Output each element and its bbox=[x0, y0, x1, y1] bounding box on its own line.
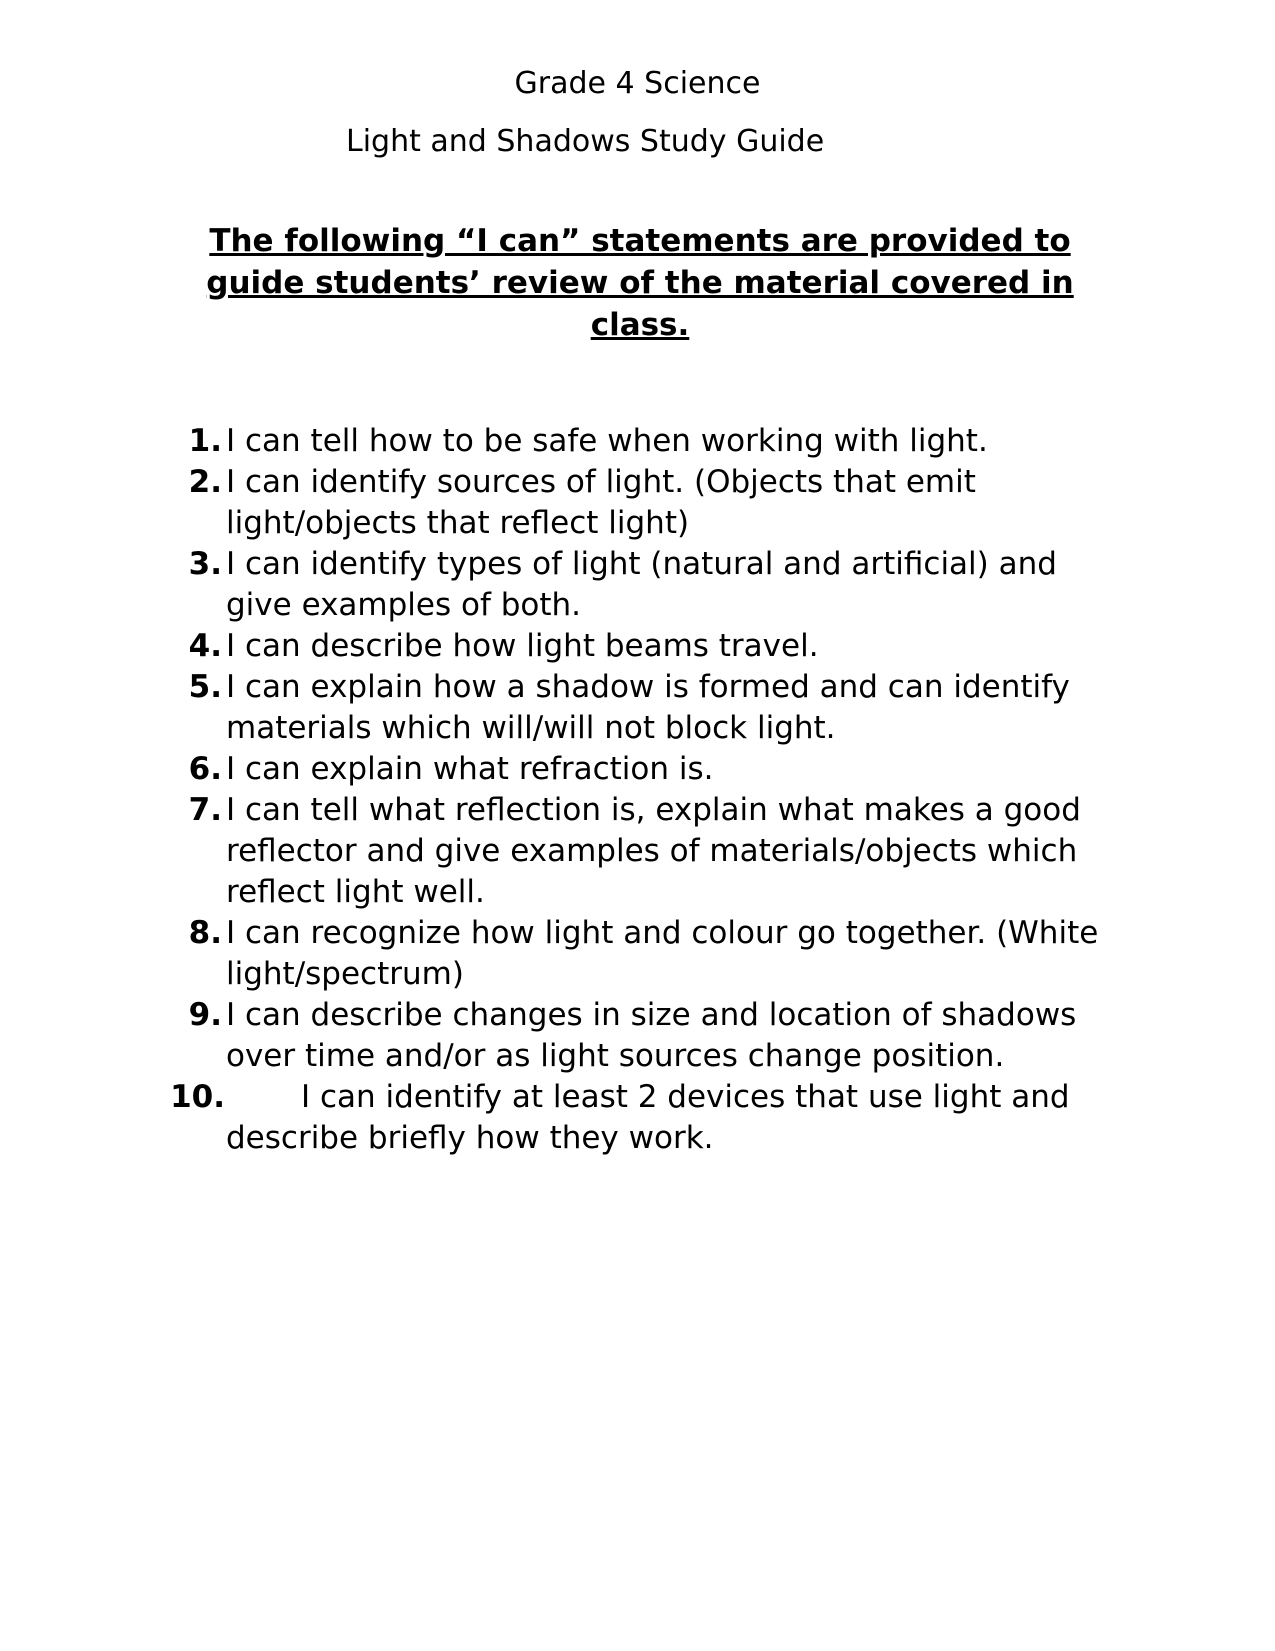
statement-item bbox=[0, 995, 1126, 1077]
statement-text: I can explain how a shadow is formed and can identify materials which will/will not block light. bbox=[226, 669, 1070, 746]
statement-number: 7. bbox=[188, 792, 222, 828]
statement-text: I can explain what refraction is. bbox=[226, 751, 714, 787]
statement-text: I can tell what reflection is, explain what makes a good reflector and give examples of materials/objects which reflect light well. bbox=[226, 792, 1081, 910]
statement-number: 6. bbox=[188, 751, 222, 787]
document-title: Grade 4 Science bbox=[514, 66, 761, 101]
statement-text: I can identify types of light (natural and artificial) and give examples of both. bbox=[226, 546, 1057, 623]
statement-number: 4. bbox=[188, 628, 222, 664]
statement-text: I can tell how to be safe when working with light. bbox=[226, 423, 988, 459]
statement-number: 2. bbox=[188, 464, 222, 500]
statement-item bbox=[0, 667, 1126, 749]
statement-number: 8. bbox=[188, 915, 222, 951]
i-can-statements-list bbox=[0, 421, 1275, 1159]
document-subtitle: Light and Shadows Study Guide bbox=[346, 124, 825, 159]
statement-text: I can describe how light beams travel. bbox=[226, 628, 819, 664]
statement-number: 3. bbox=[188, 546, 222, 582]
statement-text: I can identify sources of light. (Objects that emit light/objects that reflect light) bbox=[226, 464, 976, 541]
statement-text: I can describe changes in size and location of shadows over time and/or as light sources change position. bbox=[226, 997, 1077, 1074]
statement-text: I can recognize how light and colour go together. (White light/spectrum) bbox=[226, 915, 1099, 992]
statement-item bbox=[0, 462, 1126, 544]
statement-item bbox=[0, 749, 1126, 790]
statement-item bbox=[0, 421, 1126, 462]
statement-number: 10. bbox=[170, 1079, 225, 1115]
statement-item bbox=[0, 544, 1126, 626]
statement-item bbox=[0, 626, 1126, 667]
statement-number: 1. bbox=[188, 423, 222, 459]
statement-item bbox=[0, 1077, 1126, 1159]
statement-text: I can identify at least 2 devices that use light and describe briefly how they work. bbox=[226, 1079, 1070, 1156]
statement-item bbox=[0, 913, 1126, 995]
statement-item bbox=[0, 790, 1126, 913]
intro-statement: The following “I can” statements are provided to guide students’ review of the material covered in class. bbox=[206, 223, 1074, 343]
statement-number: 9. bbox=[188, 997, 222, 1033]
statement-number: 5. bbox=[188, 669, 222, 705]
